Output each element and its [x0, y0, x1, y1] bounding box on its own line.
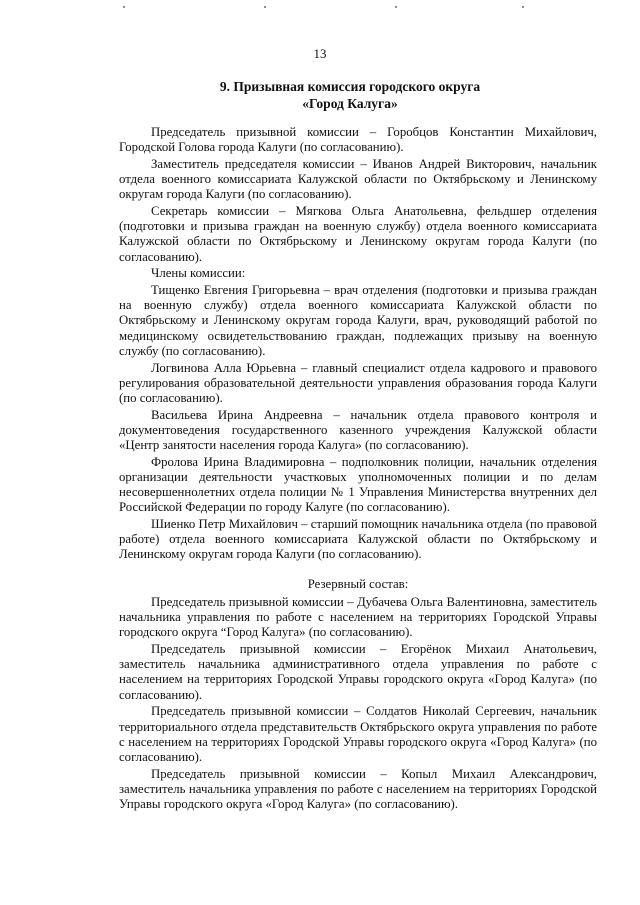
paragraph-reserve: Председатель призывной комиссии – Егорёнок Михаил Анатольевич, заместитель начальника административного отдела управления по работе с населением на территориях Городской Управы городского округа «Город Калуга» (по согласованию).	[119, 642, 597, 702]
document-body	[119, 125, 597, 814]
paragraph-member: Логвинова Алла Юрьевна – главный специалист отдела кадрового и правового регулирования образовательной деятельности управления образования города Калуги (по согласованию).	[119, 360, 597, 405]
section-title-line-2: «Город Калуга»	[302, 96, 398, 111]
paragraph-secretary: Секретарь комиссии – Мягкова Ольга Анатольевна, фельдшер отделения (подготовки и призыва граждан на военную службу) отдела военного комиссариата Калужской области по Октябрьскому и Ленинскому округам города Калуги (по согласованию).	[119, 204, 597, 264]
paragraph-member: Тищенко Евгения Григорьевна – врач отделения (подготовки и призыва граждан на военную службу) отдела военного комиссариата Калужской области по Октябрьскому и Ленинскому округам города Калуги, врач, руководящий работой по медицинскому освидетельствованию граждан, подлежащих призыву на военную службу (по согласованию).	[119, 283, 597, 358]
paragraph-reserve: Председатель призывной комиссии – Солдатов Николай Сергеевич, начальник территориального отдела представительств Октябрьского округа управления по работе с населением на территориях Городской Управы городского округа «Город Калуга» (по согласованию).	[119, 704, 597, 764]
scan-speck	[123, 6, 125, 8]
scan-speck	[395, 6, 397, 8]
paragraph-member: Фролова Ирина Владимировна – подполковник полиции, начальник отделения организации деятельности участковых уполномоченных полиции и по делам несовершеннолетних отдела полиции № 1 Управления Министерства внутренних дел Российской Федерации по городу Калуге (по согласованию).	[119, 454, 597, 515]
paragraph-chairman: Председатель призывной комиссии – Горобцов Константин Михайлович, Городской Голова города Калуги (по согласованию).	[119, 125, 597, 155]
section-title	[100, 78, 600, 112]
paragraph-deputy: Заместитель председателя комиссии – Иванов Андрей Викторович, начальник отдела военного комиссариата Калужской области по Октябрьскому и Ленинскому округам города Калуги (по согласованию).	[119, 156, 597, 202]
page-number: 13	[313, 46, 327, 61]
paragraph-member: Васильева Ирина Андреевна – начальник отдела правового контроля и документоведения государственного казенного учреждения Калужской области «Центр занятости населения города Калуга» (по согласованию).	[119, 407, 597, 453]
paragraph-reserve: Председатель призывной комиссии – Копыл Михаил Александрович, заместитель начальника управления по работе с населением на территориях Городской Управы городского округа «Город Калуга» (по согласованию).	[119, 766, 597, 812]
paragraph-members-heading: Члены комиссии:	[151, 266, 246, 281]
paragraph-reserve: Председатель призывной комиссии – Дубачева Ольга Валентиновна, заместитель начальника управления по работе с населением на территориях Городской Управы городского округа “Город Калуга» (по согласованию).	[119, 594, 597, 640]
paragraph-member: Шиенко Петр Михайлович – старший помощник начальника отдела (по правовой работе) отдела военного комиссариата Калужской области по Октябрьскому и Ленинскому округам города Калуги (по согласованию).	[119, 517, 597, 562]
scan-speck	[264, 6, 266, 8]
section-title-line-1: 9. Призывная комиссия городского округа	[219, 79, 481, 94]
scan-speck	[522, 6, 524, 8]
reserve-heading: Резервный состав:	[307, 576, 409, 591]
